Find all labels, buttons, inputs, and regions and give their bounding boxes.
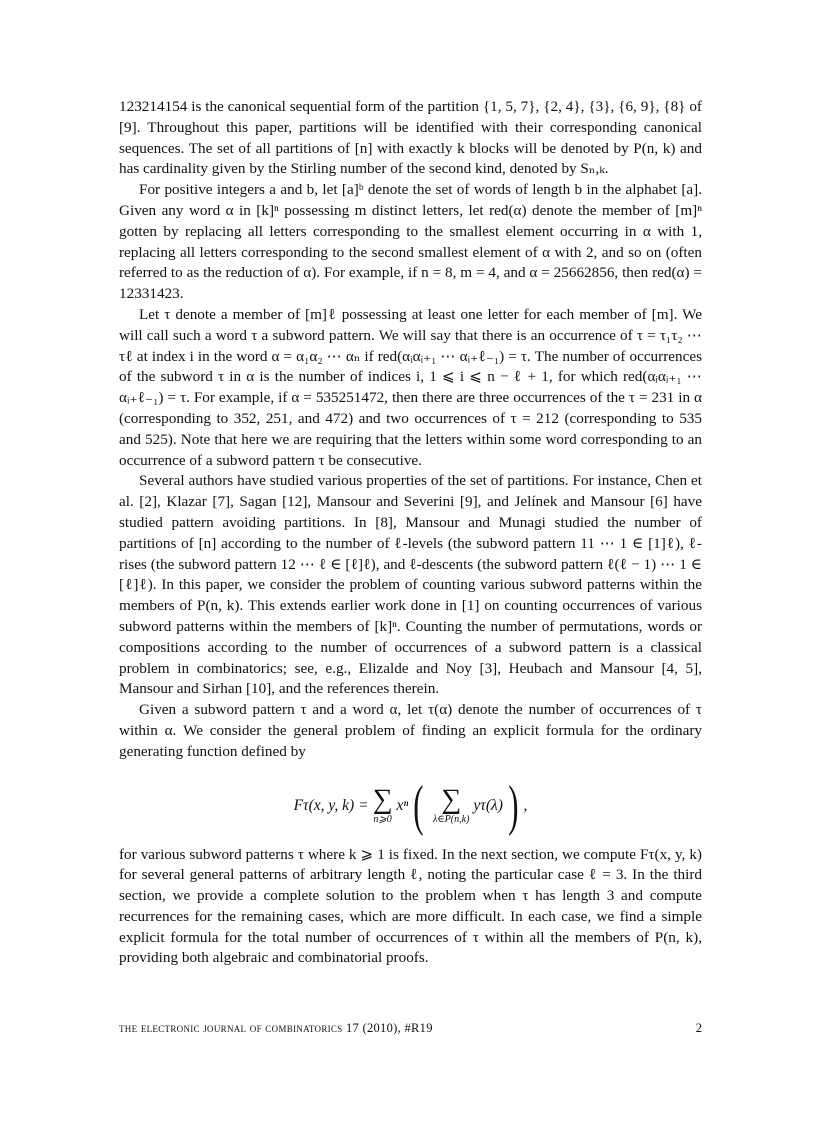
paragraph-4: Several authors have studied various properties of the set of partitions. For instance, Chen et al. [2], Klazar [7], Sagan [12], Mansour and Severini [9], and Jelínek and Mansour [6] have studied pattern avoiding partitions. In [8], Mansour and Munagi studied the number of partitions of [n] according to the number of ℓ-levels (the subword pattern 11 ⋯ 1 ∈ [1]ℓ), ℓ-rises (the subword pattern 12 ⋯ ℓ ∈ [ℓ]ℓ), and ℓ-descents (the subword pattern ℓ(ℓ − 1) ⋯ 1 ∈ [ℓ]ℓ). In this paper, we consider the problem of counting various subword patterns within the members of P(n, k). This extends earlier work done in [1] on counting occurrences of various subword patterns within the members of [k]ⁿ. Counting the number of permutations, words or compositions according to the number of occurrences of a subword pattern is a classical problem in combinatorics; see, e.g., Elizalde and Noy [3], Heubach and Mansour [4, 5], Mansour and Sirhan [10], and the references therein. — [119, 472, 702, 698]
sum-over-n — [373, 786, 393, 825]
sigma-symbol: ∑ — [441, 784, 462, 815]
left-paren: ( — [413, 774, 424, 837]
equation-lhs: Fτ(x, y, k) = — [293, 796, 369, 814]
page-number: 2 — [695, 1021, 702, 1035]
paragraph-3: Let τ denote a member of [m]ℓ possessing at least one letter for each member of [m]. We will call such a word τ a subword pattern. We will say that there is an occurrence of τ = τ₁τ₂ ⋯ τℓ at index i in the word α = α₁α₂ ⋯ αₙ if red(αᵢαᵢ₊₁ ⋯ αᵢ₊ℓ₋₁) = τ. The number of occurrences of the subword τ in α is the number of indices i, 1 ⩽ i ⩽ n − ℓ + 1, for which red(αᵢαᵢ₊₁ ⋯ αᵢ₊ℓ₋₁) = τ. For example, if α = 535251472, then there are three occurrences of the τ = 231 in α (corresponding to 352, 251, and 472) and two occurrences of τ = 212 (corresponding to 535 and 525). Note that here we are requiring that the letters within some word corresponding to an occurrence of a subword pattern τ be consecutive. — [119, 305, 702, 469]
paragraph-5: Given a subword pattern τ and a word α, let τ(α) denote the number of occurrences of τ within α. We consider the general problem of finding an explicit formula for the ordinary generating function defined by — [119, 701, 702, 760]
journal-citation: the electronic journal of combinatorics 17 (2010), #R19 — [119, 1021, 433, 1035]
paragraph-2: For positive integers a and b, let [a]ᵇ denote the set of words of length b in the alphabet [a]. Given any word α in [k]ⁿ possessing m distinct letters, let red(α) denote the member of [m]ⁿ gotten by replacing all letters corresponding to the smallest element occurring in α with 1, replacing all letters corresponding to the second smallest element of α with 2, and so on (often referred to as the reduction of α). For example, if n = 8, m = 4, and α = 25662856, then red(α) = 12331423. — [119, 181, 702, 303]
right-paren: ) — [508, 774, 519, 837]
sum-over-lambda — [433, 786, 469, 825]
paragraph-6: for various subword patterns τ where k ⩾ 1 is fixed. In the next section, we compute Fτ(x, y, k) for several general patterns of arbitrary length ℓ, noting the particular case ℓ = 3. In the third section, we provide a complete solution to the problem when τ has length 3 and compute recurrences for the remaining cases, which are more difficult. In each case, we find a simple explicit formula for the total number of occurrences of τ within all the members of P(n, k), providing both algebraic and combinatorial proofs. — [119, 845, 702, 967]
sum-lambda-subscript: λ∈P(n,k) — [432, 814, 470, 825]
page-footer — [119, 1021, 702, 1036]
y-power-tau: yτ(λ) — [473, 796, 503, 814]
sigma-symbol: ∑ — [372, 784, 393, 815]
generating-function-equation — [119, 771, 702, 841]
paragraph-1: 123214154 is the canonical sequential form of the partition {1, 5, 7}, {2, 4}, {3}, {6, 9}, {8} of [9]. Throughout this paper, partitions will be identified with their corresponding canonical sequences. The set of all partitions of [n] with exactly k blocks will be denoted by P(n, k) and has cardinality given by the Stirling number of the second kind, denoted by Sₙ,ₖ. — [119, 98, 702, 178]
sum-n-subscript: n⩾0 — [373, 814, 392, 825]
equation-comma: , — [523, 796, 528, 814]
x-power-n: xⁿ — [396, 796, 409, 814]
page-body — [119, 97, 702, 969]
